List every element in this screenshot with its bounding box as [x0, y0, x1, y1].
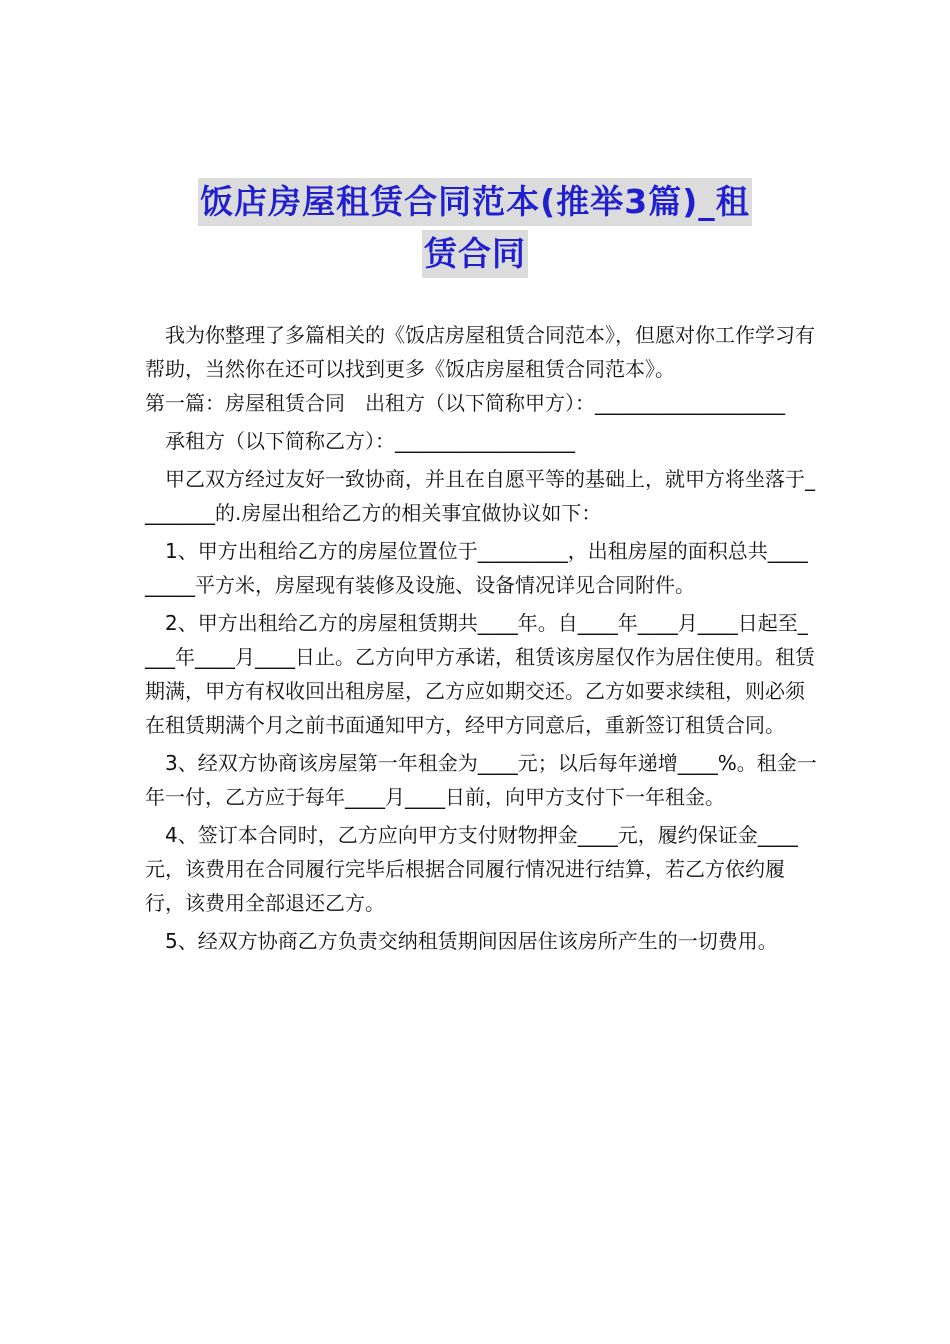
document-body [145, 318, 817, 958]
clause-2-paragraph: 2、甲方出租给乙方的房屋租赁期共____年。自____年____月____日起至____年____月____日止。乙方向甲方承诺，租赁该房屋仅作为居住使用。租赁期满，甲方有权收回出租房屋，乙方应如期交还。乙方如要求续租，则必须在租赁期满个月之前书面通知甲方，经甲方同意后，重新签订租赁合同。 [145, 611, 815, 737]
clause-4-paragraph: 4、签订本合同时，乙方应向甲方支付财物押金____元，履约保证金____元，该费用在合同履行完毕后根据合同履行情况进行结算，若乙方依约履行，该费用全部退还乙方。 [145, 823, 798, 915]
agreement-paragraph: 甲乙双方经过友好一致协商，并且在自愿平等的基础上，就甲方将坐落于________的.房屋出租给乙方的相关事宜做协议如下： [145, 467, 815, 525]
document-title [0, 178, 950, 278]
intro-paragraph: 我为你整理了多篇相关的《饭店房屋租赁合同范本》，但愿对你工作学习有帮助，当然你在还可以找到更多《饭店房屋租赁合同范本》。 [145, 323, 815, 381]
title-line-1: 饭店房屋租赁合同范本(推举3篇)_租 [198, 178, 752, 226]
section-heading-paragraph: 第一篇：房屋租赁合同 出租方（以下简称甲方）：___________________ [145, 391, 785, 415]
clause-5-paragraph: 5、经双方协商乙方负责交纳租赁期间因居住该房所产生的一切费用。 [165, 929, 778, 953]
title-line-2: 赁合同 [422, 230, 528, 278]
clause-1-paragraph: 1、甲方出租给乙方的房屋位置位于_________，出租房屋的面积总共_________平方米，房屋现有装修及设施、设备情况详见合同附件。 [145, 539, 808, 597]
clause-3-paragraph: 3、经双方协商该房屋第一年租金为____元；以后每年递增____%。租金一年一付，乙方应于每年____月____日前，向甲方支付下一年租金。 [145, 751, 817, 809]
lessee-paragraph: 承租方（以下简称乙方）：__________________ [165, 429, 575, 453]
